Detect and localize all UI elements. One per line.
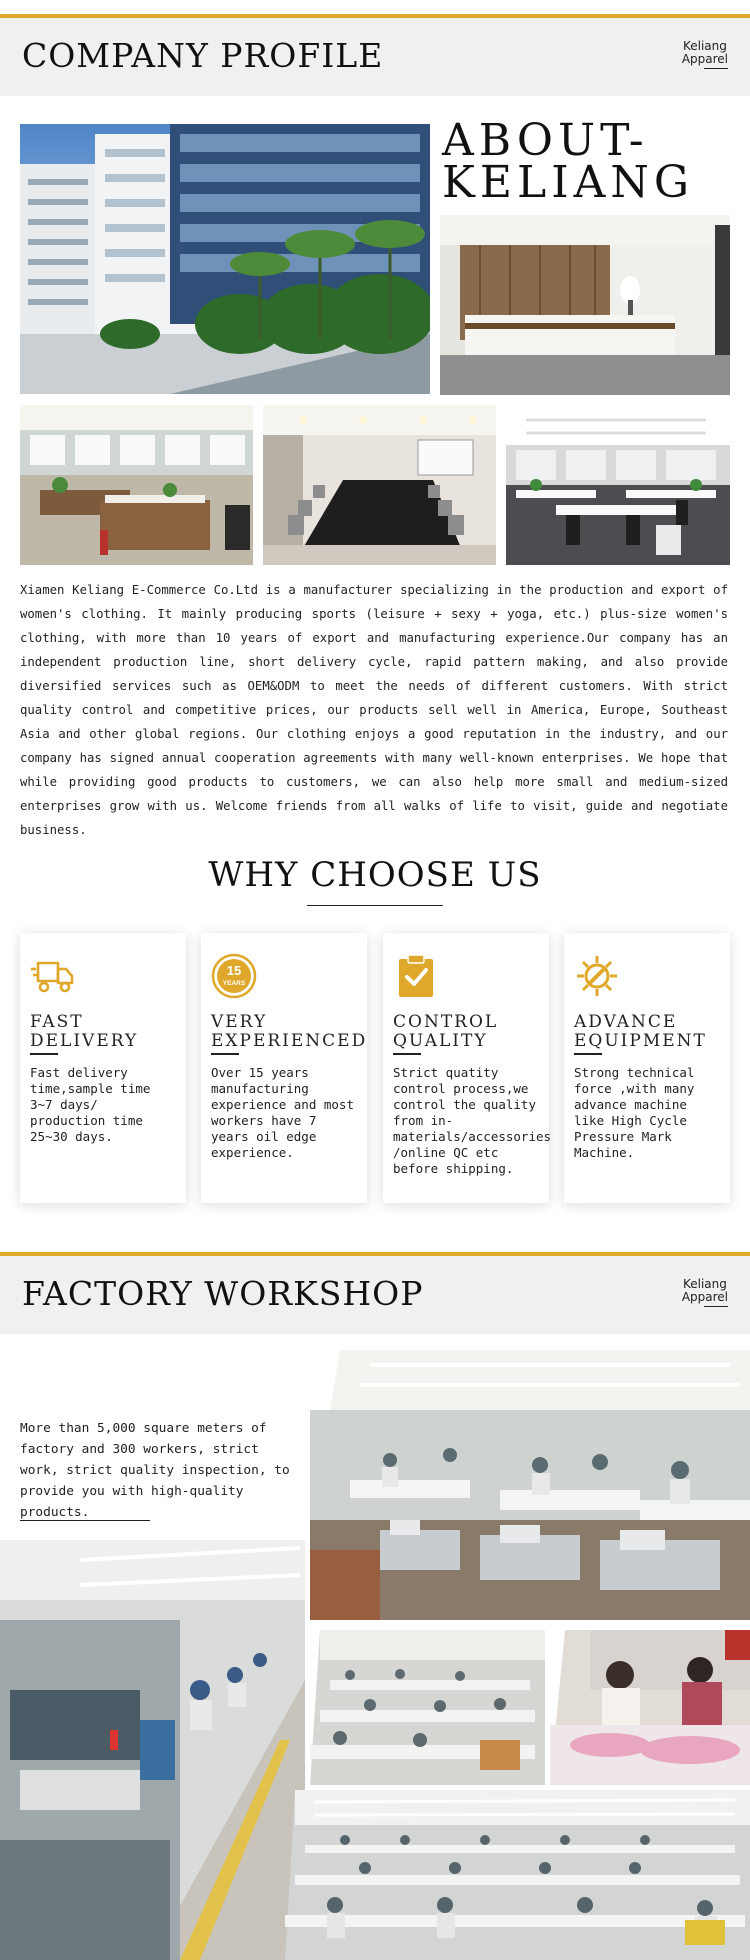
card-description: Strong technical force ,with many advance machine like High Cycle Pressure Mark Machine. [574, 1065, 695, 1160]
meeting-room-photo [263, 405, 496, 565]
svg-text:YEARS: YEARS [222, 980, 246, 987]
gear-wrench-icon [574, 953, 620, 999]
factory-description: More than 5,000 square meters of factory and 300 workers, strict work, strict quality inspection, to provide you with high-quality products. [20, 1421, 290, 1520]
brand-logo: Keliang Apparel [682, 40, 728, 69]
card-divider [574, 1053, 602, 1055]
card-divider [211, 1053, 239, 1055]
sewing-machine-photo [0, 1540, 305, 1960]
feature-card-very-experienced [201, 933, 367, 1203]
section-title: FACTORY WORKSHOP [22, 1274, 424, 1313]
feature-card-advance-equipment [564, 933, 730, 1203]
about-title: ABOUT- KELIANG [442, 115, 695, 208]
delivery-truck-icon [30, 953, 76, 999]
office-photo [20, 405, 253, 565]
card-description: Fast delivery time,sample time 3~7 days/ production time 25~30 days. [30, 1065, 151, 1144]
card-title: ADVANCE EQUIPMENT [574, 1012, 707, 1051]
section-title: COMPANY PROFILE [22, 36, 384, 75]
workshop-wide-photo [285, 1790, 750, 1960]
factory-workshop-header [0, 1252, 750, 1334]
card-title: FAST DELIVERY [30, 1012, 139, 1051]
company-description: Xiamen Keliang E-Commerce Co.Ltd is a manufacturer specializing in the production and export of women's clothing. It mainly producing sports (leisure + sexy + yoga, etc.) plus-size women's clothing, with more than 10 years of export and manufacturing experience.Our company has an independent production line, short delivery cycle, rapid pattern making, and also provide diversified services such as OEM&ODM to meet the needs of different customers. With strict quality control and competitive prices, our products sell well in America, Europe, Southeast Asia and other global regions. Our clothing enjoys a good reputation in the industry, and our company has signed annual cooperation agreements with many well-known enterprises. We hope that while providing good products to customers, we can also help more small and medium-sized enterprises grow with us. Welcome friends from all walks of life to visit, guide and negotiate business. [20, 583, 728, 837]
card-title: CONTROL QUALITY [393, 1012, 499, 1051]
card-title: VERY EXPERIENCED [211, 1012, 368, 1051]
building-photo [20, 124, 430, 394]
title-underline [307, 905, 443, 906]
brand-logo: Keliang Apparel [682, 1278, 728, 1307]
card-divider [393, 1053, 421, 1055]
card-description: Strict quatity control process,we control the quality from in-materials/accessories /online QC etc before shipping. [393, 1065, 552, 1176]
svg-text:15: 15 [226, 963, 242, 978]
workspace-photo [506, 405, 730, 565]
quality-clipboard-icon [393, 953, 439, 999]
why-choose-title: WHY CHOOSE US [208, 855, 542, 895]
factory-divider [20, 1520, 150, 1521]
sewing-floor-photo [310, 1350, 750, 1620]
card-divider [30, 1053, 58, 1055]
reception-photo [440, 215, 730, 395]
feature-card-control-quality [383, 933, 552, 1203]
card-description: Over 15 years manufacturing experience and most workers have 7 years oil edge experience. [211, 1065, 354, 1160]
15-years-badge-icon [211, 953, 257, 999]
company-profile-header [0, 14, 750, 96]
fabric-sorting-photo [550, 1630, 750, 1785]
feature-card-fast-delivery [20, 933, 186, 1203]
sewing-row-photo [310, 1630, 545, 1785]
